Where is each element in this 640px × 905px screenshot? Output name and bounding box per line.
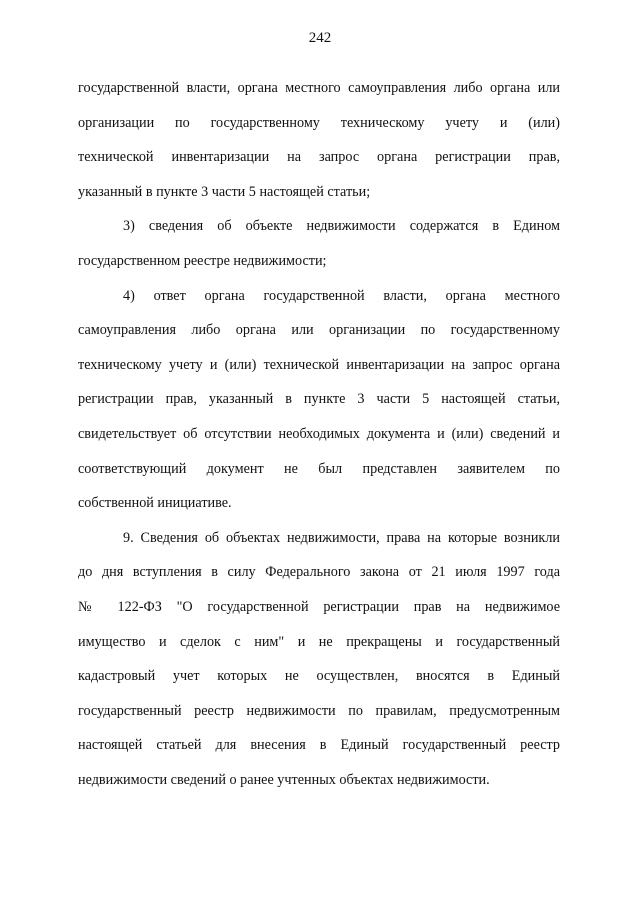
- text-line: № 122-ФЗ "О государственной регистрации прав на недвижимое: [78, 598, 560, 615]
- text-line: настоящей статьей для внесения в Единый государственный реестр: [78, 737, 560, 754]
- text-line: указанный в пункте 3 части 5 настоящей статьи;: [78, 183, 371, 200]
- text-line: недвижимости сведений о ранее учтенных объектах недвижимости.: [78, 771, 490, 788]
- text-line: регистрации прав, указанный в пункте 3 части 5 настоящей статьи,: [78, 391, 560, 408]
- text-line: имущество и сделок с ним" и не прекращены и государственный: [78, 633, 560, 650]
- page-number: 242: [308, 30, 332, 46]
- text-line: собственной инициативе.: [78, 495, 232, 512]
- text-line: самоуправления либо органа или организации по государственному: [78, 322, 560, 339]
- text-line: организации по государственному техническому учету и (или): [78, 114, 560, 131]
- text-line: 4) ответ органа государственной власти, органа местного: [123, 287, 560, 304]
- text-line: государственный реестр недвижимости по правилам, предусмотренным: [78, 702, 560, 719]
- text-line: государственном реестре недвижимости;: [78, 252, 327, 269]
- text-line: 3) сведения об объекте недвижимости содержатся в Едином: [123, 218, 560, 235]
- text-line: 9. Сведения об объектах недвижимости, права на которые возникли: [123, 529, 560, 546]
- body-text: [78, 71, 560, 797]
- text-line: соответствующий документ не был представлен заявителем по: [78, 460, 560, 477]
- text-line: техническому учету и (или) технической инвентаризации на запрос органа: [78, 356, 560, 373]
- text-line: свидетельствует об отсутствии необходимых документа и (или) сведений и: [78, 425, 560, 442]
- text-line: до дня вступления в силу Федерального закона от 21 июля 1997 года: [78, 564, 560, 581]
- text-line: кадастровый учет которых не осуществлен, вносятся в Единый: [78, 668, 560, 685]
- text-line: технической инвентаризации на запрос органа регистрации прав,: [78, 149, 560, 166]
- text-line: государственной власти, органа местного самоуправления либо органа или: [78, 80, 560, 96]
